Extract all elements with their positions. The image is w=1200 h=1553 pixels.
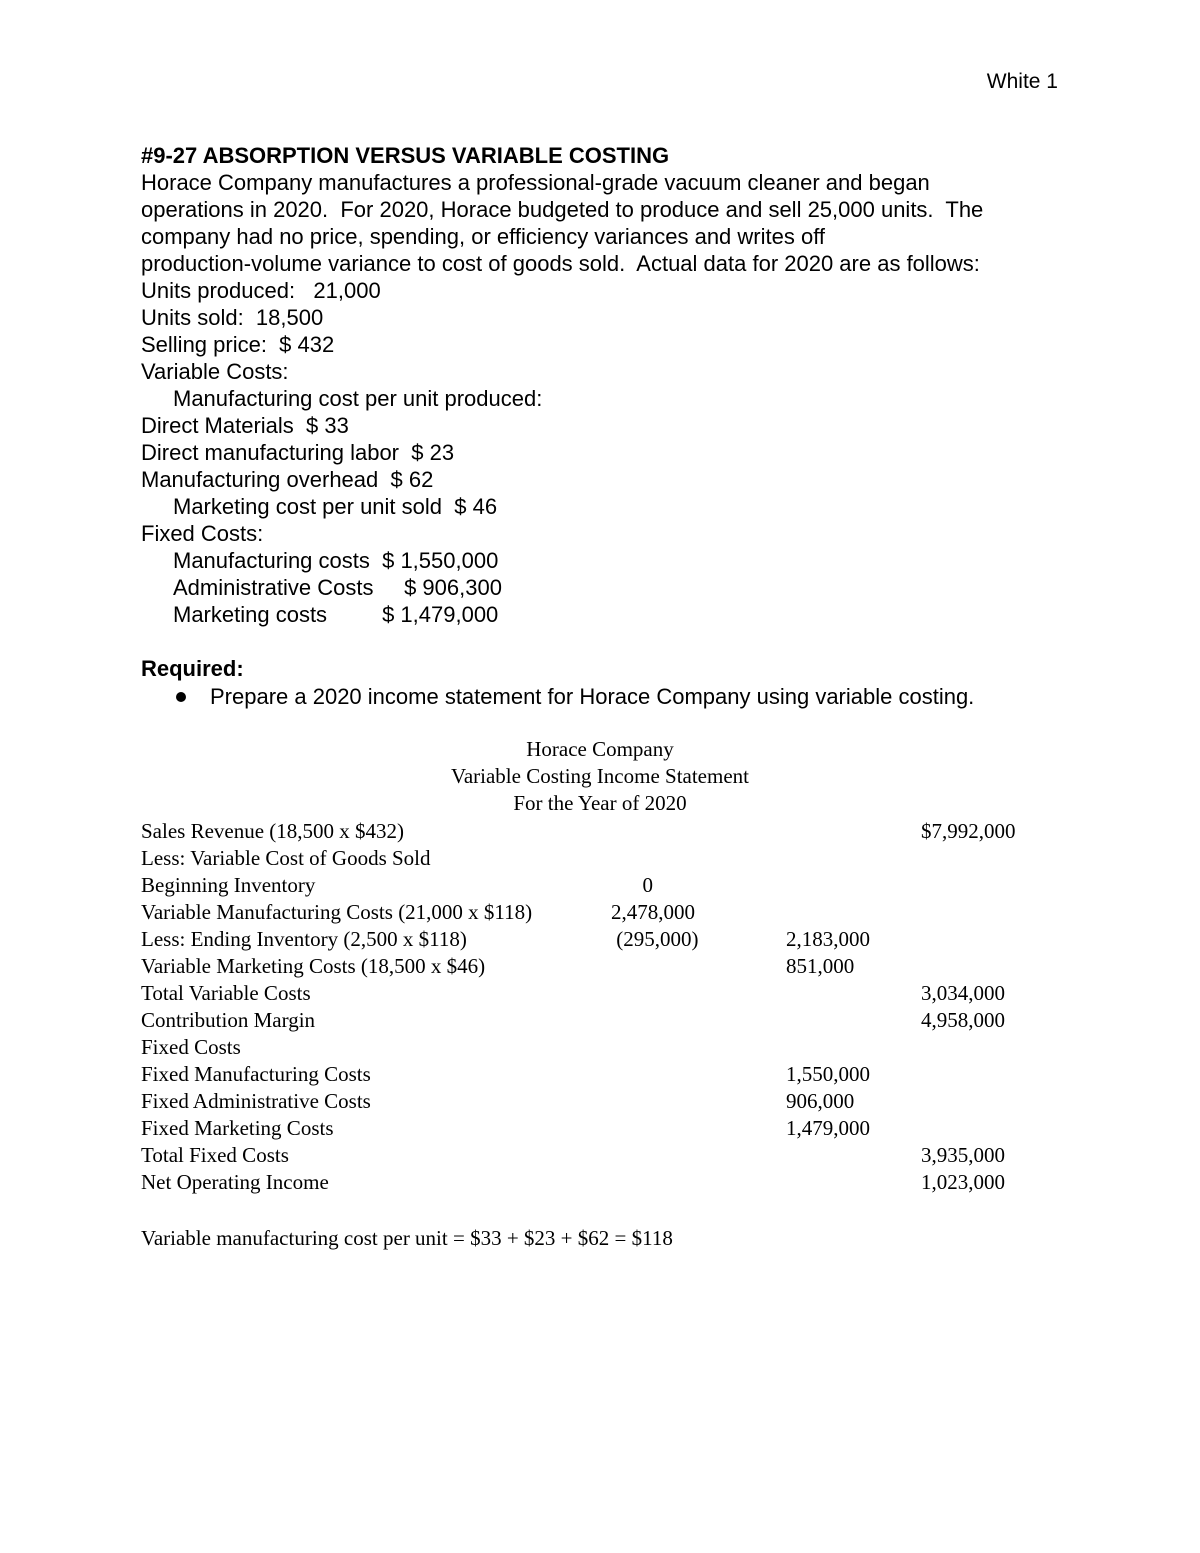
statement-row bbox=[141, 1034, 1091, 1061]
units-sold: Units sold: 18,500 bbox=[141, 305, 324, 330]
row-label: Fixed Manufacturing Costs bbox=[141, 1062, 371, 1086]
statement-row bbox=[141, 899, 1091, 926]
statement-period: For the Year of 2020 bbox=[513, 791, 687, 815]
required-bullet-text: Prepare a 2020 income statement for Horace Company using variable costing. bbox=[210, 684, 975, 709]
statement-row bbox=[141, 818, 1091, 845]
intro-line: company had no price, spending, or efficiency variances and writes off bbox=[141, 224, 826, 249]
intro-line: production-volume variance to cost of goods sold. Actual data for 2020 are as follows: bbox=[141, 251, 980, 276]
statement-row bbox=[141, 1169, 1091, 1196]
row-label: Less: Ending Inventory (2,500 x $118) bbox=[141, 927, 467, 951]
marketing-per-unit: Marketing cost per unit sold $ 46 bbox=[173, 494, 498, 519]
fixed-costs-heading: Fixed Costs: bbox=[141, 521, 264, 546]
col-total: 3,034,000 bbox=[921, 981, 1005, 1005]
col-subtotal: 851,000 bbox=[786, 954, 855, 978]
mfg-overhead: Manufacturing overhead $ 62 bbox=[141, 467, 434, 492]
problem-title: #9-27 ABSORPTION VERSUS VARIABLE COSTING bbox=[141, 143, 670, 168]
col-detail: 0 bbox=[611, 873, 653, 897]
running-head: White 1 bbox=[986, 70, 1058, 93]
row-label: Contribution Margin bbox=[141, 1008, 316, 1032]
statement-title: Variable Costing Income Statement bbox=[450, 764, 749, 788]
row-label: Sales Revenue (18,500 x $432) bbox=[141, 819, 405, 843]
row-label: Net Operating Income bbox=[141, 1170, 329, 1194]
intro-line: Horace Company manufactures a professional-grade vacuum cleaner and began bbox=[141, 170, 930, 195]
intro-line: operations in 2020. For 2020, Horace budgeted to produce and sell 25,000 units. The bbox=[141, 197, 984, 222]
variable-costs-heading: Variable Costs: bbox=[141, 359, 289, 384]
col-total: 3,935,000 bbox=[921, 1143, 1005, 1167]
statement-row bbox=[141, 1088, 1091, 1115]
row-label: Beginning Inventory bbox=[141, 873, 316, 897]
fixed-admin: Administrative Costs $ 906,300 bbox=[173, 575, 502, 600]
mfg-cost-per-unit: Manufacturing cost per unit produced: bbox=[173, 386, 543, 411]
statement-row bbox=[141, 1007, 1091, 1034]
direct-materials: Direct Materials $ 33 bbox=[141, 413, 349, 438]
fixed-marketing: Marketing costs $ 1,479,000 bbox=[173, 602, 499, 627]
statement-row bbox=[141, 953, 1091, 980]
col-subtotal: 1,550,000 bbox=[786, 1062, 870, 1086]
selling-price: Selling price: $ 432 bbox=[141, 332, 335, 357]
statement-row bbox=[141, 1142, 1091, 1169]
statement-row bbox=[141, 1115, 1091, 1142]
cost-footnote: Variable manufacturing cost per unit = $33 + $23 + $62 = $118 bbox=[141, 1226, 673, 1250]
col-subtotal: 2,183,000 bbox=[786, 927, 870, 951]
row-label: Variable Manufacturing Costs (21,000 x $118) bbox=[141, 900, 533, 924]
row-label: Less: Variable Cost of Goods Sold bbox=[141, 846, 431, 870]
statement-row bbox=[141, 980, 1091, 1007]
row-label: Fixed Costs bbox=[141, 1035, 241, 1059]
statement-company: Horace Company bbox=[526, 737, 674, 761]
income-statement bbox=[141, 818, 1091, 1196]
direct-labor: Direct manufacturing labor $ 23 bbox=[141, 440, 455, 465]
statement-row bbox=[141, 1061, 1091, 1088]
row-label: Total Fixed Costs bbox=[141, 1143, 289, 1167]
row-label: Fixed Marketing Costs bbox=[141, 1116, 334, 1140]
bullet-icon bbox=[176, 692, 186, 702]
col-subtotal: 1,479,000 bbox=[786, 1116, 870, 1140]
col-subtotal: 906,000 bbox=[786, 1089, 855, 1113]
required-bullet bbox=[176, 684, 974, 710]
units-produced: Units produced: 21,000 bbox=[141, 278, 381, 303]
statement-row bbox=[141, 926, 1091, 953]
row-label: Total Variable Costs bbox=[141, 981, 311, 1005]
col-total: 4,958,000 bbox=[921, 1008, 1005, 1032]
row-label: Fixed Administrative Costs bbox=[141, 1089, 371, 1113]
required-label: Required: bbox=[141, 656, 244, 681]
col-detail: 2,478,000 bbox=[611, 900, 695, 924]
statement-row bbox=[141, 845, 1091, 872]
row-label: Variable Marketing Costs (18,500 x $46) bbox=[141, 954, 486, 978]
col-detail: (295,000) bbox=[611, 927, 699, 951]
problem-text bbox=[141, 142, 1071, 628]
col-total: $7,992,000 bbox=[921, 819, 1016, 843]
statement-row bbox=[141, 872, 1091, 899]
fixed-mfg: Manufacturing costs $ 1,550,000 bbox=[173, 548, 499, 573]
col-total: 1,023,000 bbox=[921, 1170, 1005, 1194]
